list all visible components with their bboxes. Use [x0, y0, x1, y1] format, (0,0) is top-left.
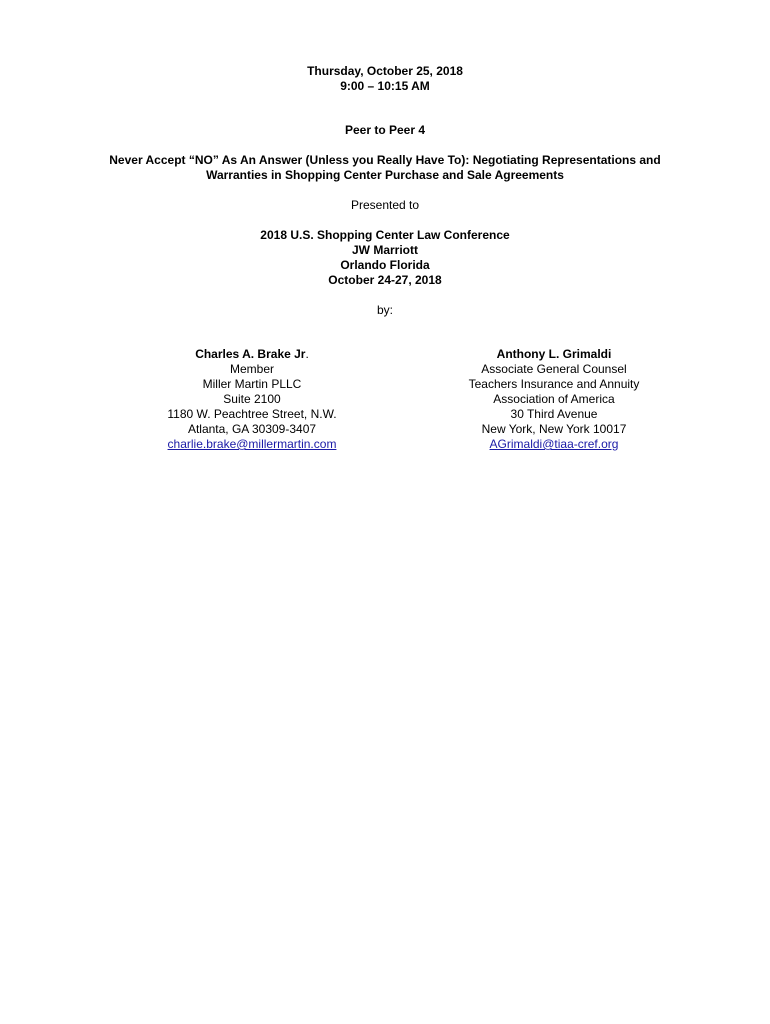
- presenter-name: Anthony L. Grimaldi: [496, 347, 612, 361]
- presenter-title: Member: [229, 362, 274, 376]
- presenter-firm: Miller Martin PLLC: [202, 377, 302, 391]
- presenter-city-zip: Atlanta, GA 30309-3407: [187, 422, 317, 436]
- by-label: by:: [376, 303, 393, 317]
- session-title-line-2: Warranties in Shopping Center Purchase and Sale Agreements: [206, 168, 564, 182]
- conference-venue: JW Marriott: [352, 243, 418, 257]
- presenter-organization-line-1: Teachers Insurance and Annuity: [468, 377, 640, 391]
- event-time: 9:00 – 10:15 AM: [340, 79, 430, 93]
- presenter-city-zip: New York, New York 10017: [481, 422, 627, 436]
- presenter-left: [151, 347, 353, 452]
- presenter-right: [444, 347, 664, 452]
- presenter-street: 1180 W. Peachtree Street, N.W.: [167, 407, 337, 421]
- session-title-line-1: Never Accept “NO” As An Answer (Unless you Really Have To): Negotiating Representations and: [109, 153, 661, 167]
- event-date: Thursday, October 25, 2018: [307, 64, 463, 78]
- presenter-email-link[interactable]: AGrimaldi@tiaa-cref.org: [489, 437, 619, 451]
- presenter-email-link[interactable]: charlie.brake@millermartin.com: [167, 437, 337, 451]
- presenter-title: Associate General Counsel: [481, 362, 627, 376]
- presenter-suite: Suite 2100: [223, 392, 281, 406]
- presenter-organization-line-2: Association of America: [493, 392, 615, 406]
- presenter-name: Charles A. Brake Jr.: [195, 347, 309, 361]
- conference-dates: October 24-27, 2018: [328, 273, 442, 287]
- session-label: Peer to Peer 4: [344, 123, 426, 137]
- conference-name: 2018 U.S. Shopping Center Law Conference: [260, 228, 510, 242]
- conference-city: Orlando Florida: [340, 258, 430, 272]
- presenter-street: 30 Third Avenue: [510, 407, 598, 421]
- presented-to-label: Presented to: [350, 198, 420, 212]
